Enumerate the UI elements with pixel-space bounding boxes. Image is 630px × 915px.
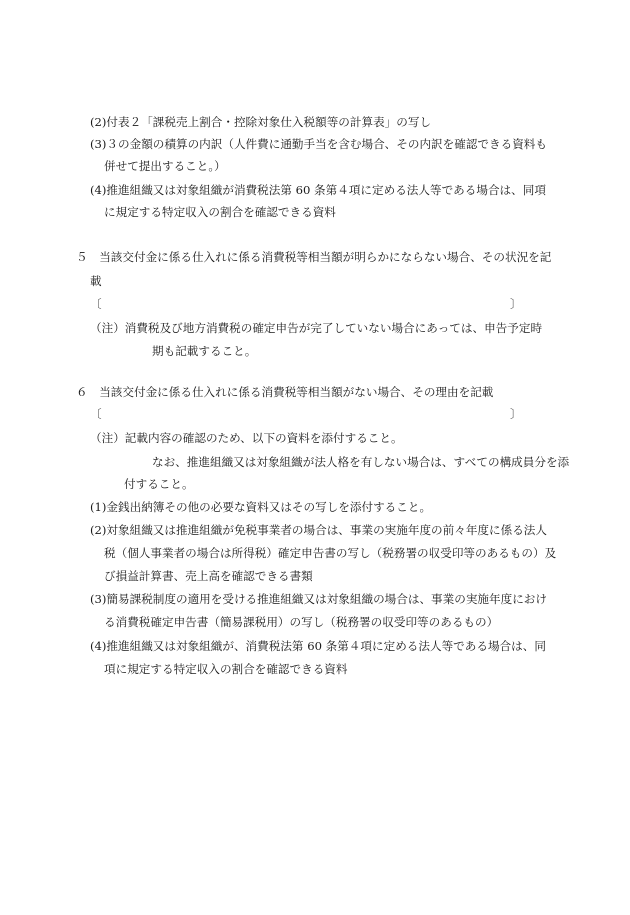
s4-item2: (2)付表２「課税売上割合・控除対象仕入税額等の計算表」の写し — [90, 115, 432, 129]
s5-close-bracket: 〕 — [510, 297, 522, 311]
s4-item4-line1: (4)推進組織又は対象組織が消費税法第 60 条第４項に定める法人等である場合は、同項 — [90, 183, 546, 197]
s6-note-line1: （注）記載内容の確認のため、以下の資料を添付すること。 — [90, 431, 403, 445]
s5-open-bracket: 〔 — [90, 297, 102, 311]
s5-heading-line1: ５ 当該交付金に係る仕入れに係る消費税等相当額が明らかにならない場合、その状況を記 — [76, 250, 552, 264]
s6-close-bracket: 〕 — [510, 407, 522, 421]
s4-item3-line1: (3)３の金額の積算の内訳（人件費に通勤手当を含む場合、その内訳を確認できる資料も — [90, 137, 547, 151]
s6-item2-line1: (2)対象組織又は推進組織が免税事業者の場合は、事業の実施年度の前々年度に係る法人 — [90, 523, 547, 537]
s6-item4-line2: 項に規定する特定収入の割合を確認できる資料 — [104, 662, 348, 676]
s6-item2-line2: 税（個人事業者の場合は所得税）確定申告書の写し（税務署の収受印等のあるもの）及 — [104, 546, 557, 560]
s6-item3-line2: る消費税確定申告書（簡易課税用）の写し（税務署の収受印等のあるもの） — [104, 615, 499, 629]
s4-item3-line2: 併せて提出すること。） — [104, 159, 226, 173]
s6-open-bracket: 〔 — [90, 407, 102, 421]
s6-note-line2: なお、推進組織又は対象組織が法人格を有しない場合は、すべての構成員分を添 — [152, 455, 570, 469]
s5-heading-line2: 載 — [90, 274, 102, 288]
s6-item4-line1: (4)推進組織又は対象組織が、消費税法第 60 条第４項に定める法人等である場合は、同 — [90, 639, 546, 653]
s6-heading: ６ 当該交付金に係る仕入れに係る消費税等相当額がない場合、その理由を記載 — [76, 385, 494, 399]
s6-note-line3: 付すること。 — [124, 477, 194, 491]
s4-item4-line2: に規定する特定収入の割合を確認できる資料 — [104, 205, 336, 219]
s5-note-line2: 期も記載すること。 — [152, 344, 257, 358]
s6-item3-line1: (3)簡易課税制度の適用を受ける推進組織又は対象組織の場合は、事業の実施年度におけ — [90, 592, 547, 606]
s6-item2-line3: び損益計算書、売上高を確認できる書類 — [104, 569, 313, 583]
s5-note-line1: （注）消費税及び地方消費税の確定申告が完了していない場合にあっては、申告予定時 — [90, 321, 543, 335]
s6-item1: (1)金銭出納簿その他の必要な資料又はその写しを添付すること。 — [90, 500, 432, 514]
